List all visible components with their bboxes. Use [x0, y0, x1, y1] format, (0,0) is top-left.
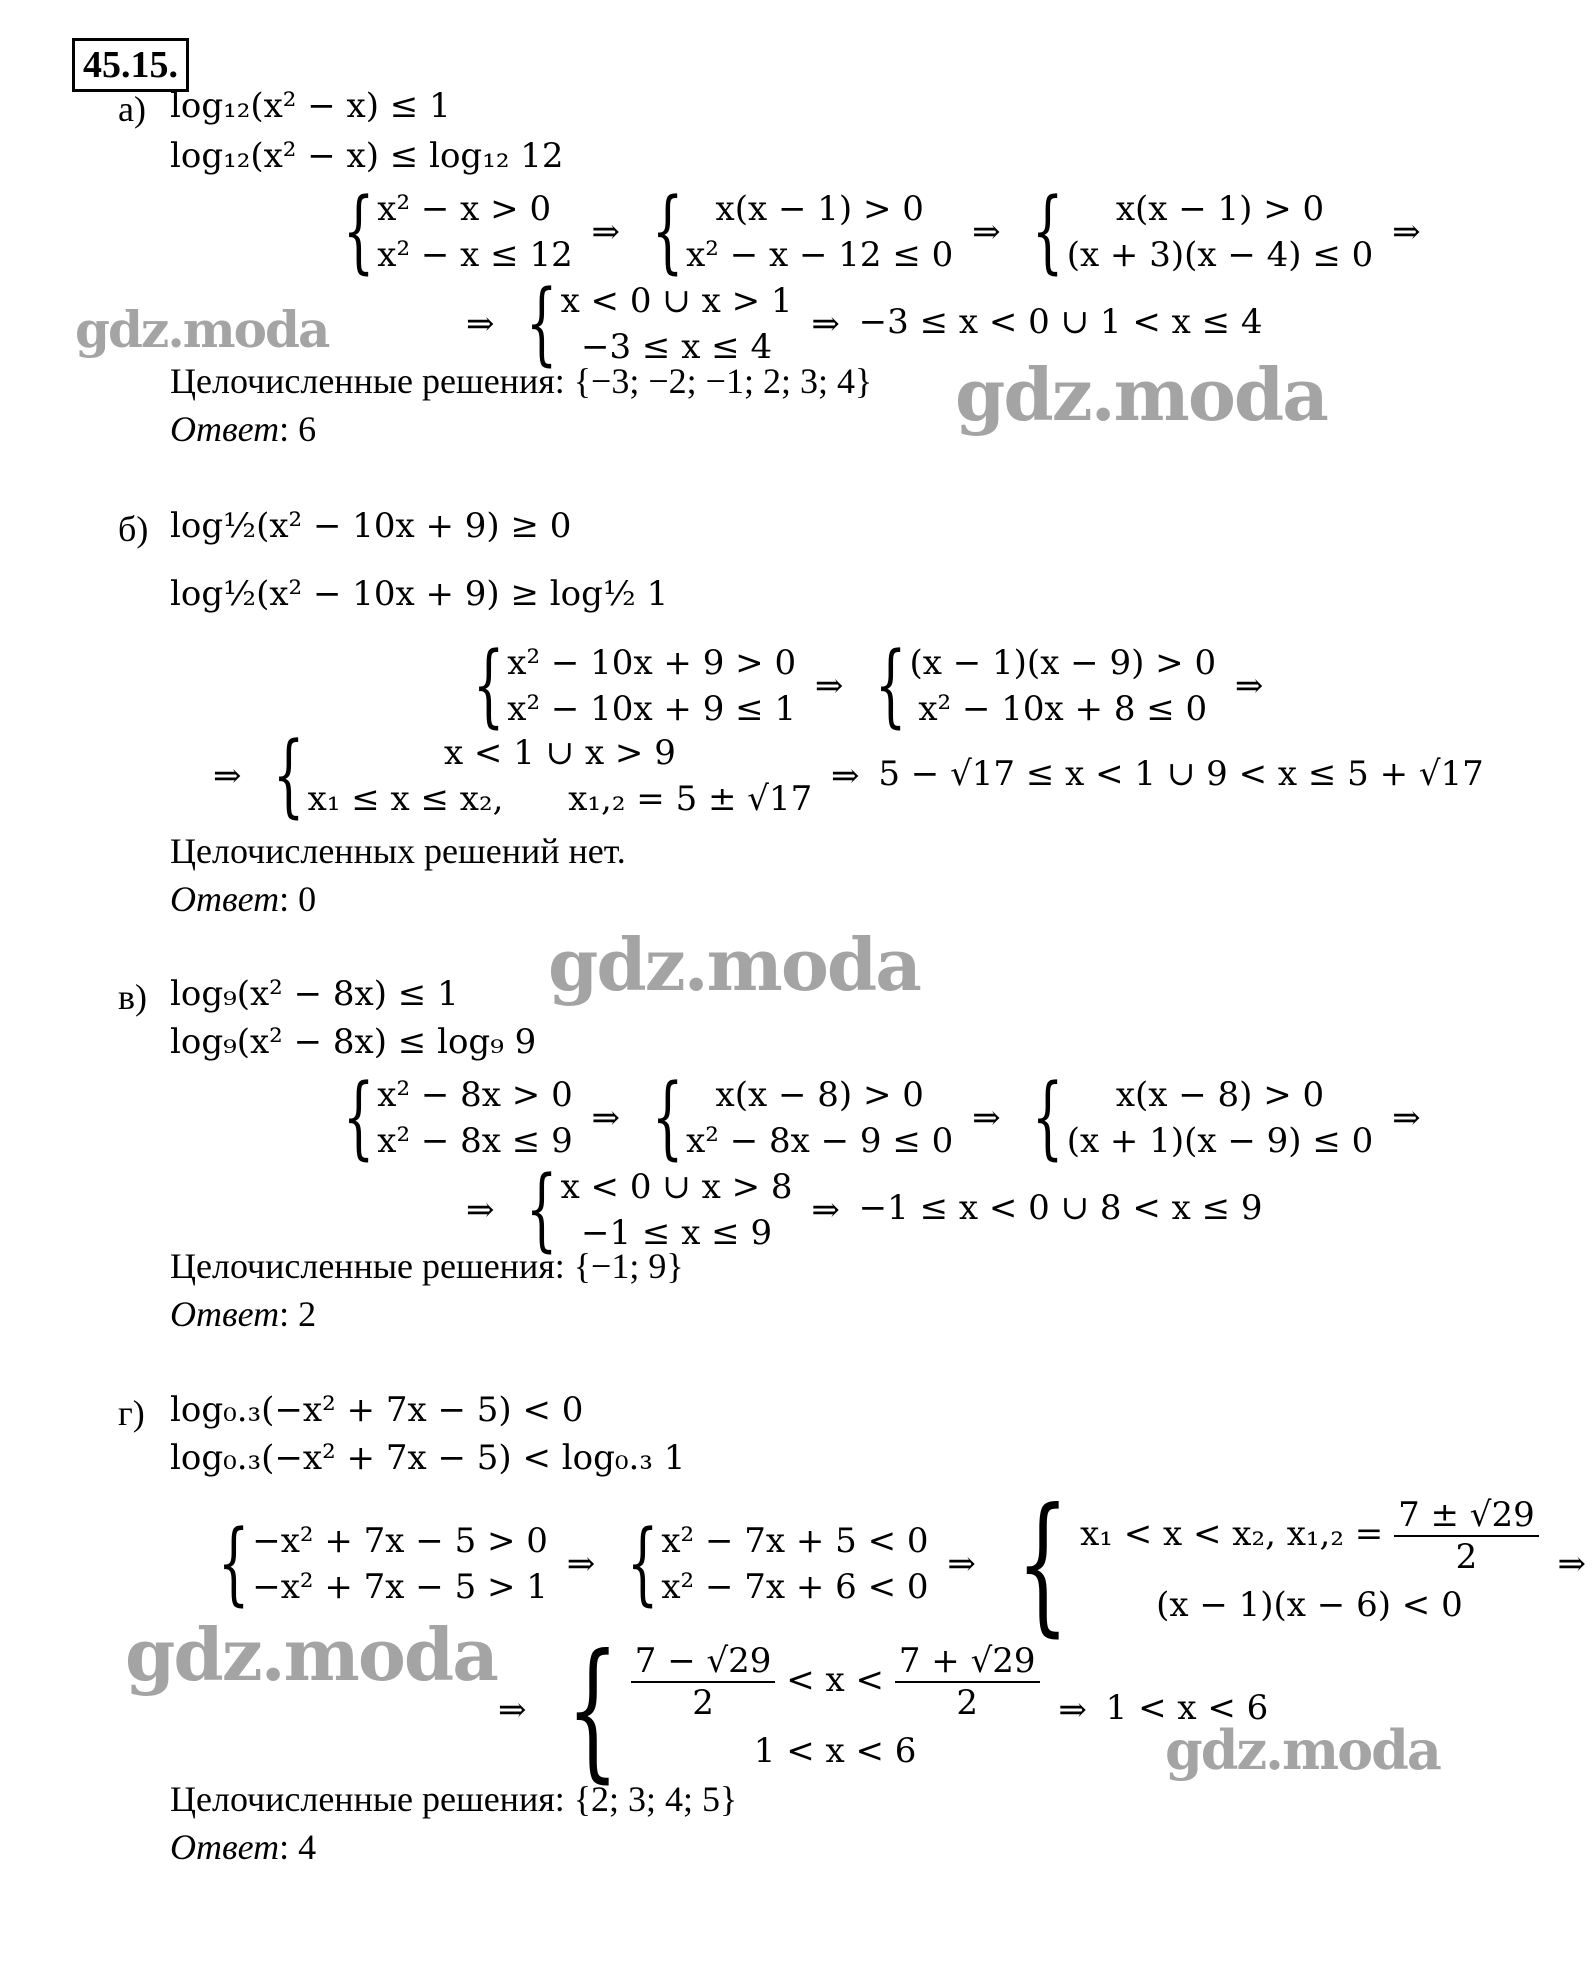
part-a-line2: log₁₂(x² − x) ≤ log₁₂ 12: [170, 136, 564, 176]
part-a-system-4: { x < 0 ∪ x > 1 −3 ≤ x ≤ 4: [526, 271, 793, 376]
part-g-line2: log₀.₃(−x² + 7x − 5) < log₀.₃ 1: [170, 1438, 686, 1478]
part-a-system-3: { x(x − 1) > 0 (x + 3)(x − 4) ≤ 0: [1032, 179, 1374, 284]
part-v-integer-solutions: Целочисленные решения: {−1; 9}: [170, 1246, 684, 1286]
part-v-line1: log₉(x² − 8x) ≤ 1: [170, 974, 459, 1014]
part-b-line1: log½(x² − 10x + 9) ≥ 0: [170, 506, 572, 546]
part-b-system-1: { x² − 10x + 9 > 0 x² − 10x + 9 ≤ 1: [472, 633, 797, 738]
watermark-3: gdz.moda: [548, 922, 920, 1007]
part-g-system-2: { x² − 7x + 5 < 0 x² − 7x + 6 < 0: [626, 1511, 929, 1616]
part-g-integer-solutions: Целочисленные решения: {2; 3; 4; 5}: [170, 1779, 738, 1819]
part-a-system-1: { x² − x > 0 x² − x ≤ 12: [342, 179, 573, 284]
part-v-system-3: { x(x − 8) > 0 (x + 1)(x − 9) ≤ 0: [1032, 1065, 1374, 1170]
part-b-system-3: { x < 1 ∪ x > 9 x₁ ≤ x ≤ x₂, x₁,₂ = 5 ± √17: [273, 723, 813, 828]
part-v-system-4: { x < 0 ∪ x > 8 −1 ≤ x ≤ 9: [526, 1157, 793, 1262]
part-v-answer: Ответ: 2: [170, 1294, 317, 1334]
part-g-systems-row: { −x² + 7x − 5 > 0 −x² + 7x − 5 > 1 ⇒ { x² − 7x + 5 < 0 x² − 7x + 6 < 0 ⇒ { x₁ < x < x₂, x₁,₂ = $\frac{7 \pm √29}{2}$ (x − 1)(x − 6) < 0 ⇒: [205, 1494, 1594, 1634]
part-v-system-1: { x² − 8x > 0 x² − 8x ≤ 9: [342, 1065, 573, 1170]
watermark-4: gdz.moda: [125, 1612, 497, 1697]
part-b-answer: Ответ: 0: [170, 879, 317, 919]
part-g-answer: Ответ: 4: [170, 1827, 317, 1867]
part-g-system-4: { $\frac{7 - √29}{2}$ < x < $\frac{7 + √29}{2}$ 1 < x < 6: [545, 1640, 1039, 1780]
watermark-2: gdz.moda: [955, 352, 1327, 437]
part-a-systems-row: { x² − x > 0 x² − x ≤ 12 ⇒ { x(x − 1) > 0 x² − x − 12 ≤ 0 ⇒ { x(x − 1) > 0 (x + 3)(x − 4) ≤ 0 ⇒: [330, 186, 1429, 278]
part-b-label: б): [118, 509, 149, 549]
part-b-result-row: ⇒ { x < 1 ∪ x > 9 x₁ ≤ x ≤ x₂, x₁,₂ = 5 ± √17 ⇒ 5 − √17 ≤ x < 1 ∪ 9 < x ≤ 5 + √17: [213, 723, 1484, 828]
watermark-5: gdz.moda: [1165, 1718, 1440, 1782]
part-v-line2: log₉(x² − 8x) ≤ log₉ 9: [170, 1022, 537, 1062]
part-v-system-2: { x(x − 8) > 0 x² − 8x − 9 ≤ 0: [651, 1065, 954, 1170]
part-a-answer: Ответ: 6: [170, 409, 317, 449]
part-a-label: а): [118, 89, 146, 129]
part-b-integer-solutions: Целочисленных решений нет.: [170, 831, 626, 871]
part-g-result-row: ⇒ { $\frac{7 - √29}{2}$ < x < $\frac{7 + √29}{2}$ 1 < x < 6 ⇒ 1 < x < 6: [498, 1623, 1269, 1797]
part-v-label: в): [118, 977, 147, 1017]
part-v-systems-row: { x² − 8x > 0 x² − 8x ≤ 9 ⇒ { x(x − 8) > 0 x² − 8x − 9 ≤ 0 ⇒ { x(x − 8) > 0 (x + 1)(x − 9) ≤ 0 ⇒: [330, 1072, 1429, 1164]
part-b-line2: log½(x² − 10x + 9) ≥ log½ 1: [170, 574, 669, 614]
watermark-1: gdz.moda: [75, 300, 329, 359]
part-a-result: −3 ≤ x < 0 ∪ 1 < x ≤ 4: [858, 302, 1263, 342]
part-b-result: 5 − √17 ≤ x < 1 ∪ 9 < x ≤ 5 + √17: [878, 754, 1484, 794]
problem-number: 45.15.: [72, 38, 189, 92]
part-g-result: 1 < x < 6: [1105, 1688, 1269, 1728]
part-a-result-row: ⇒ { x < 0 ∪ x > 1 −3 ≤ x ≤ 4 ⇒ −3 ≤ x < 0 ∪ 1 < x ≤ 4: [466, 271, 1263, 376]
part-g-system-1: { −x² + 7x − 5 > 0 −x² + 7x − 5 > 1: [217, 1511, 548, 1616]
part-g-label: г): [118, 1393, 145, 1433]
part-v-result: −1 ≤ x < 0 ∪ 8 < x ≤ 9: [858, 1188, 1263, 1228]
part-g-system-3: { x₁ < x < x₂, x₁,₂ = $\frac{7 \pm √29}{2}$ (x − 1)(x − 6) < 0: [995, 1494, 1539, 1634]
part-a-system-2: { x(x − 1) > 0 x² − x − 12 ≤ 0: [651, 179, 954, 284]
part-b-systems-row: { x² − 10x + 9 > 0 x² − 10x + 9 ≤ 1 ⇒ { (x − 1)(x − 9) > 0 x² − 10x + 8 ≤ 0 ⇒: [460, 640, 1271, 732]
part-a-integer-solutions: Целочисленные решения: {−3; −2; −1; 2; 3; 4}: [170, 361, 873, 401]
part-g-line1: log₀.₃(−x² + 7x − 5) < 0: [170, 1390, 584, 1430]
part-a-line1: log₁₂(x² − x) ≤ 1: [170, 86, 451, 126]
part-v-result-row: ⇒ { x < 0 ∪ x > 8 −1 ≤ x ≤ 9 ⇒ −1 ≤ x < 0 ∪ 8 < x ≤ 9: [466, 1157, 1263, 1262]
part-b-system-2: { (x − 1)(x − 9) > 0 x² − 10x + 8 ≤ 0: [875, 633, 1217, 738]
